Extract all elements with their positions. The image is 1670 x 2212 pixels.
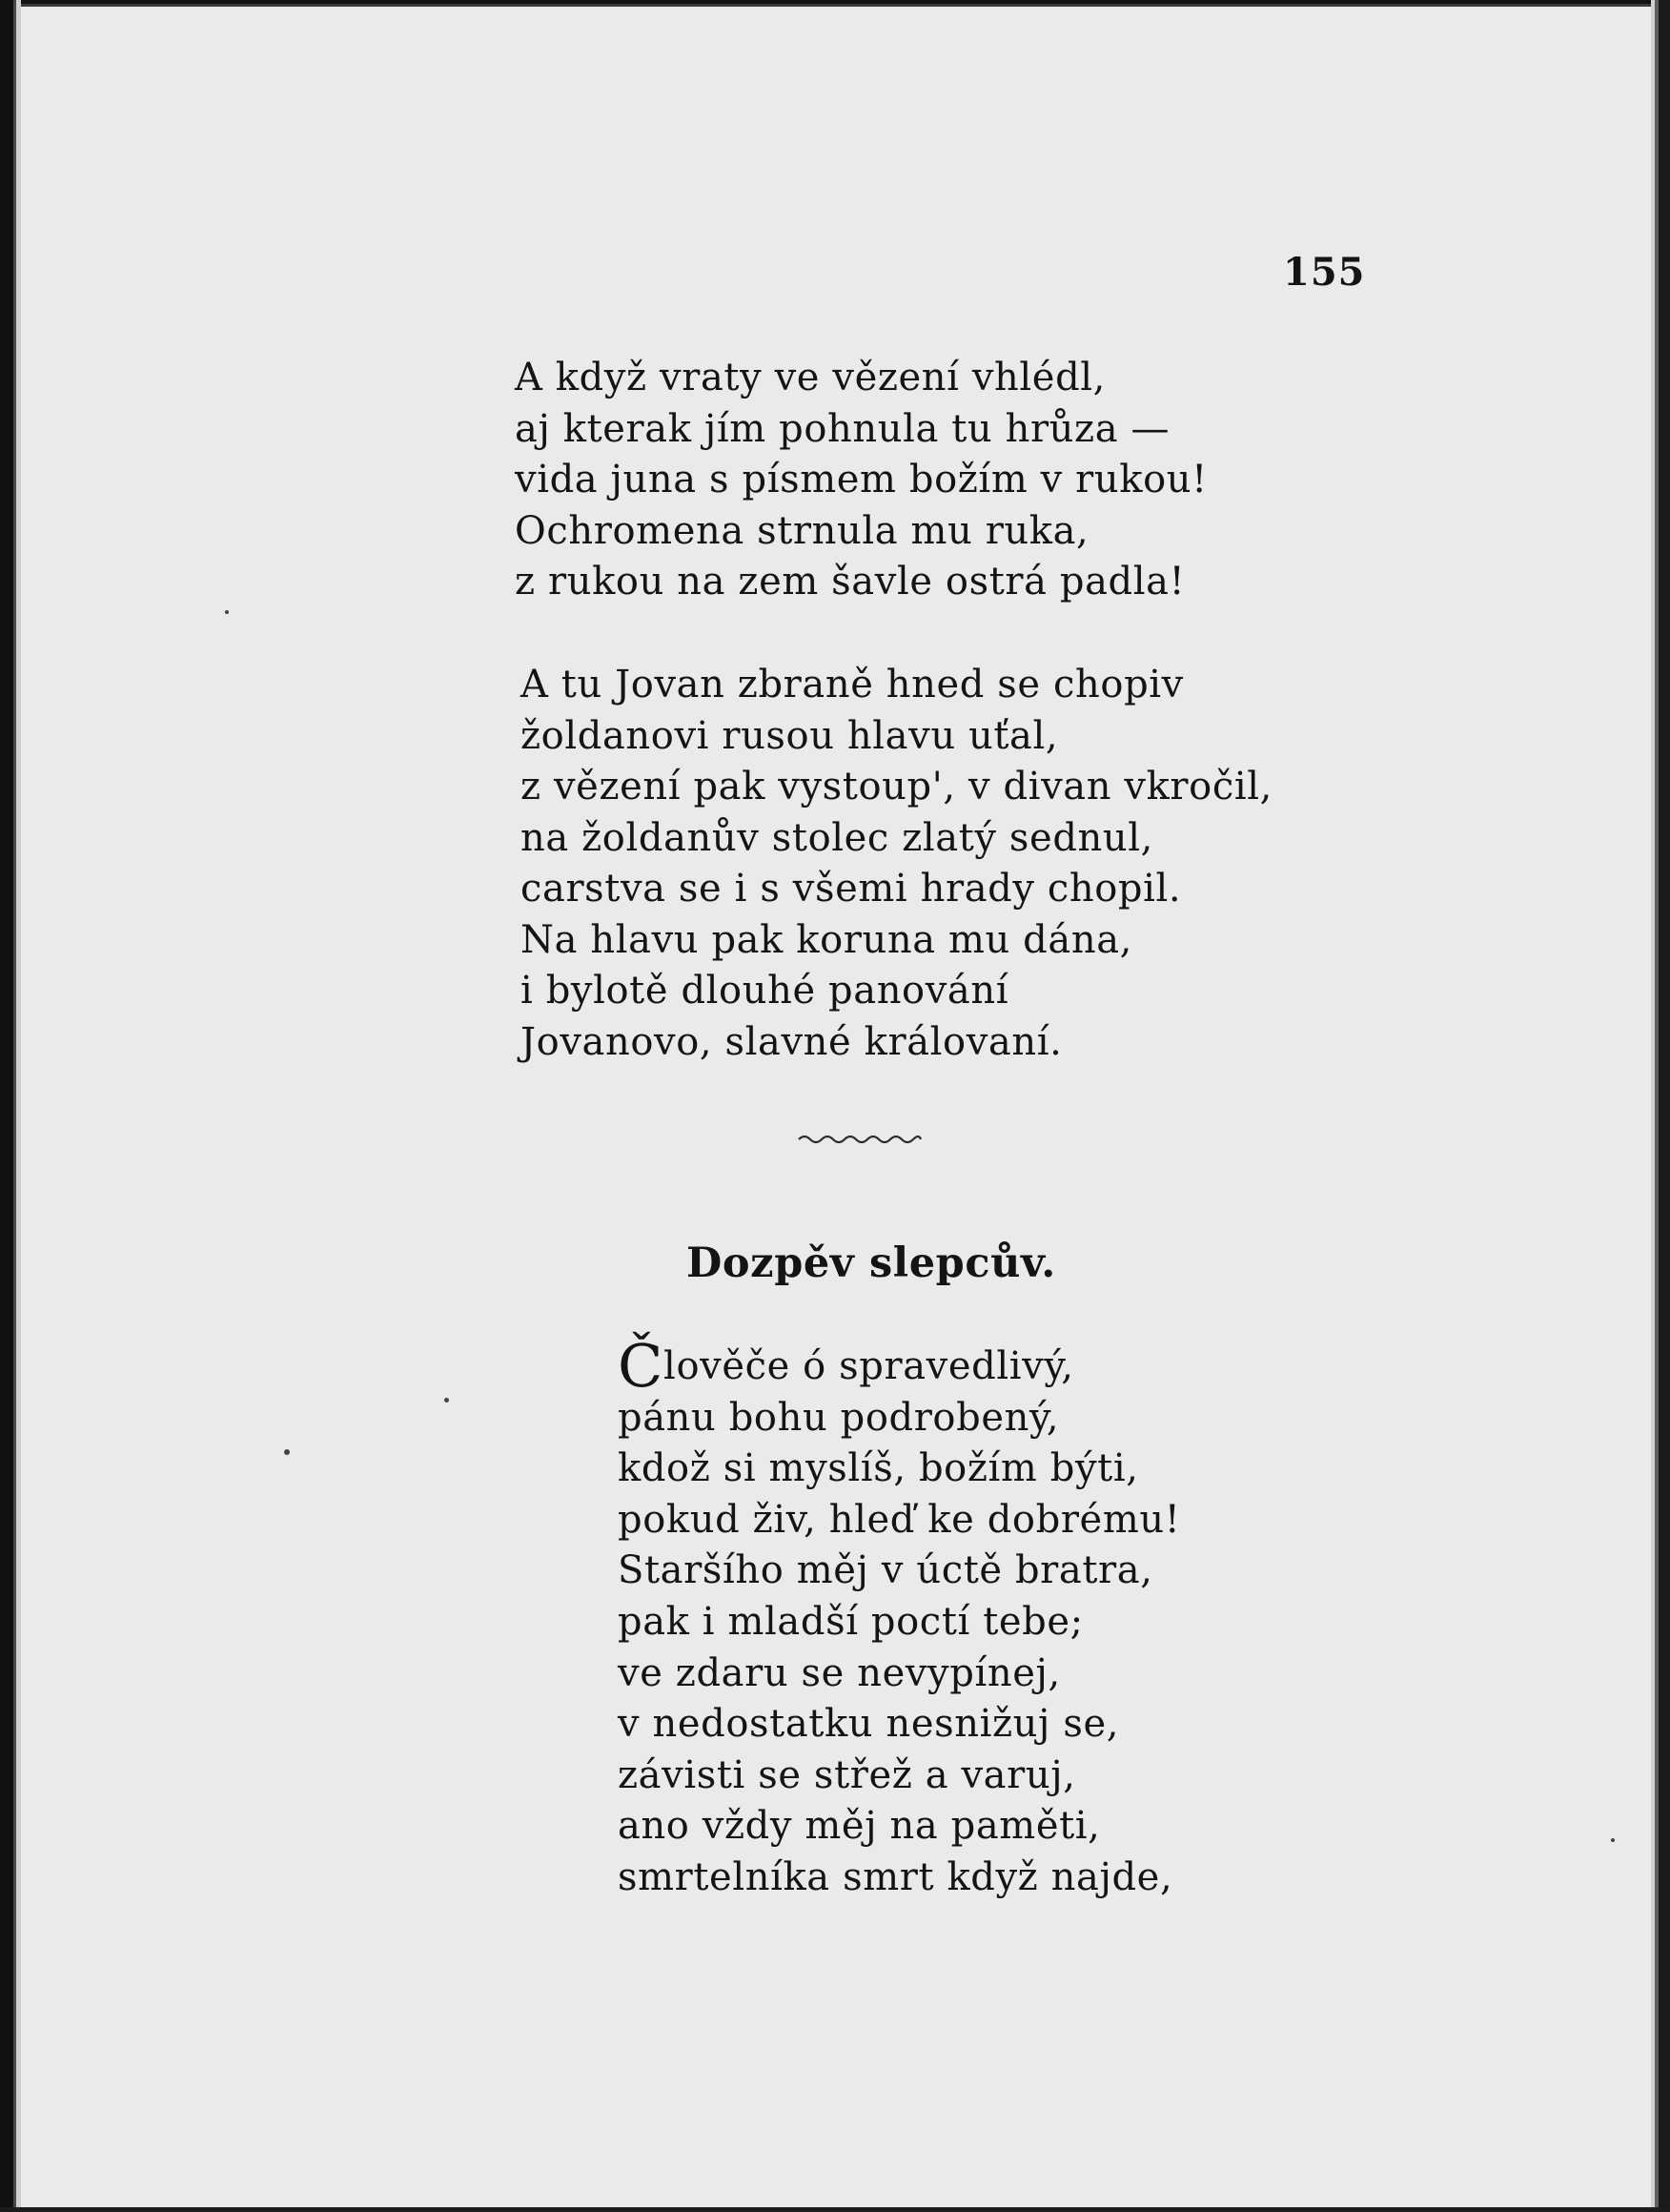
verse-line: žoldanovi rusou hlavu uťal, xyxy=(520,713,1059,758)
verse-line: Ochromena strnula mu ruka, xyxy=(515,508,1090,553)
poem-title: Dozpěv slepcův. xyxy=(686,1239,1056,1287)
verse-line: A tu Jovan zbraně hned se chopiv xyxy=(520,663,1184,707)
verse-line: na žoldanův stolec zlatý sednul, xyxy=(520,815,1153,860)
wavy-line-ornament-icon xyxy=(797,1131,923,1148)
verse-line: závisti se střež a varuj, xyxy=(618,1752,1076,1797)
scan-speck xyxy=(1611,1838,1615,1842)
scan-speck xyxy=(225,610,229,614)
verse-line: Staršího měj v úctě bratra, xyxy=(618,1548,1153,1593)
verse-line: pánu bohu podrobený, xyxy=(618,1395,1060,1440)
verse-line: i bylotě dlouhé panování xyxy=(520,969,1009,1013)
verse-line: pokud živ, hleď ke dobrému! xyxy=(618,1497,1181,1542)
verse-line: Na hlavu pak koruna mu dána, xyxy=(520,917,1132,962)
scan-speck xyxy=(444,1398,449,1403)
verse-line: kdož si myslíš, božím býti, xyxy=(618,1446,1139,1491)
scan-edge-right xyxy=(1643,0,1670,2212)
verse-line: carstva se i s všemi hrady chopil. xyxy=(520,867,1182,911)
verse-line: Jovanovo, slavné královaní. xyxy=(520,1019,1063,1064)
verse-line: vida juna s písmem božím v rukou! xyxy=(515,458,1208,502)
page-number: 155 xyxy=(1283,250,1366,295)
verse-line: pak i mladší poctí tebe; xyxy=(618,1599,1084,1644)
stanza-3 xyxy=(618,1331,1181,1904)
verse-line: ve zdaru se nevypínej, xyxy=(618,1650,1061,1695)
verse-line: smrtelníka smrt když najde, xyxy=(618,1854,1173,1899)
verse-line: z vězení pak vystoup', v divan vkročil, xyxy=(520,765,1273,809)
verse-line-rest: lověče ó spravedlivý, xyxy=(663,1344,1074,1388)
drop-cap: Č xyxy=(618,1331,664,1401)
stanza-1 xyxy=(515,353,1208,608)
scan-edge-top xyxy=(0,0,1670,19)
stanza-2 xyxy=(520,660,1273,1068)
verse-line: v nedostatku nesnižuj se, xyxy=(618,1702,1120,1747)
verse-line: A když vraty ve vězení vhlédl, xyxy=(515,356,1106,399)
verse-line-first xyxy=(618,1331,1180,1401)
scan-edge-bottom xyxy=(0,2201,1670,2212)
verse-line: ano vždy měj na paměti, xyxy=(618,1804,1101,1849)
scan-edge-left xyxy=(0,0,27,2212)
verse-line: aj kterak jím pohnula tu hrůza — xyxy=(515,406,1171,451)
verse-line: z rukou na zem šavle ostrá padla! xyxy=(515,560,1186,604)
scan-speck xyxy=(284,1449,290,1455)
